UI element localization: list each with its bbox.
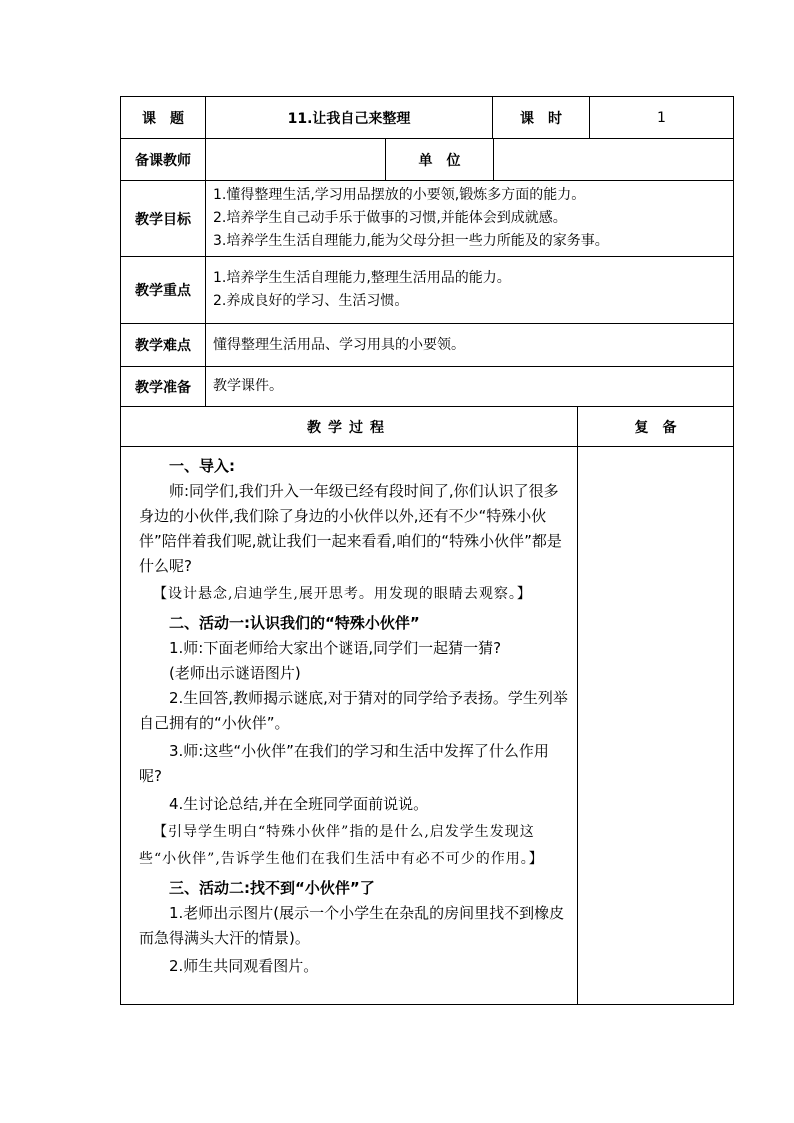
activity1-step3: 3.师:这些“小伙伴”在我们的学习和生活中发挥了什么作用呢? bbox=[139, 742, 549, 785]
focus-content bbox=[206, 257, 734, 324]
activity2-heading: 三、活动二:找不到“小伙伴”了 bbox=[169, 879, 375, 897]
focus-row bbox=[121, 257, 734, 324]
goals-row bbox=[121, 181, 734, 257]
goal-item: 3.培养学生生活自理能力,能为父母分担一些力所能及的家务事。 bbox=[213, 233, 609, 249]
lesson-main-table bbox=[120, 180, 734, 1005]
course-label: 课 题 bbox=[121, 97, 206, 139]
goal-item: 2.培养学生自己动手乐于做事的习惯,并能体会到成就感。 bbox=[213, 210, 567, 226]
preparation-content: 教学课件。 bbox=[206, 367, 734, 407]
activity2-step2: 2.师生共同观看图片。 bbox=[169, 957, 319, 975]
course-title: 11.让我自己来整理 bbox=[206, 97, 493, 139]
difficulty-label: 教学难点 bbox=[121, 324, 206, 367]
intro-heading: 一、导入: bbox=[169, 457, 235, 475]
activity1-heading: 二、活动一:认识我们的“特殊小伙伴” bbox=[169, 614, 420, 632]
activity1-step4: 4.生讨论总结,并在全班同学面前说说。 bbox=[169, 795, 429, 813]
goals-content bbox=[206, 181, 734, 257]
header-table-row2 bbox=[120, 138, 734, 181]
focus-item: 1.培养学生生活自理能力,整理生活用品的能力。 bbox=[213, 270, 511, 286]
teacher-value bbox=[206, 139, 386, 181]
intro-note: 【设计悬念,启迪学生,展开思考。用发现的眼睛去观察。】 bbox=[153, 586, 532, 602]
teacher-label: 备课教师 bbox=[121, 139, 206, 181]
activity1-step2: 2.生回答,教师揭示谜底,对于猜对的同学给予表扬。学生列举自己拥有的“小伙伴”。 bbox=[139, 689, 568, 732]
activity2-step1: 1.老师出示图片(展示一个小学生在杂乱的房间里找不到橡皮而急得满头大汗的情景)。 bbox=[139, 904, 565, 947]
goals-label: 教学目标 bbox=[121, 181, 206, 257]
unit-value bbox=[494, 139, 734, 181]
header-table-row1 bbox=[120, 96, 734, 139]
activity1-step1: 1.师:下面老师给大家出个谜语,同学们一起猜一猜? bbox=[169, 639, 502, 657]
activity1-step1-note: (老师出示谜语图片) bbox=[169, 664, 301, 682]
activity1-note: 【引导学生明白“特殊小伙伴”指的是什么,启发学生发现这些“小伙伴”,告诉学生他们在我们生活中有必不可少的作用。】 bbox=[139, 824, 544, 867]
focus-label: 教学重点 bbox=[121, 257, 206, 324]
process-header-row bbox=[121, 407, 734, 447]
unit-label: 单 位 bbox=[386, 139, 494, 181]
review-cell bbox=[578, 447, 734, 1005]
preparation-row bbox=[121, 367, 734, 407]
period-value: 1 bbox=[590, 97, 734, 139]
focus-item: 2.养成良好的学习、生活习惯。 bbox=[213, 293, 409, 309]
period-label: 课 时 bbox=[493, 97, 590, 139]
difficulty-row bbox=[121, 324, 734, 367]
difficulty-content: 懂得整理生活用品、学习用具的小要领。 bbox=[206, 324, 734, 367]
process-body-row bbox=[121, 447, 734, 1005]
preparation-label: 教学准备 bbox=[121, 367, 206, 407]
process-body bbox=[121, 447, 578, 1005]
intro-text: 师:同学们,我们升入一年级已经有段时间了,你们认识了很多身边的小伙伴,我们除了身边的小伙伴以外,还有不少“特殊小伙伴”陪伴着我们呢,就让我们一起来看看,咱们的“特殊小伙伴”都是什么呢? bbox=[139, 482, 562, 575]
review-header: 复 备 bbox=[578, 407, 734, 447]
goal-item: 1.懂得整理生活,学习用品摆放的小要领,锻炼多方面的能力。 bbox=[213, 187, 586, 203]
process-header: 教学过程 bbox=[121, 407, 578, 447]
